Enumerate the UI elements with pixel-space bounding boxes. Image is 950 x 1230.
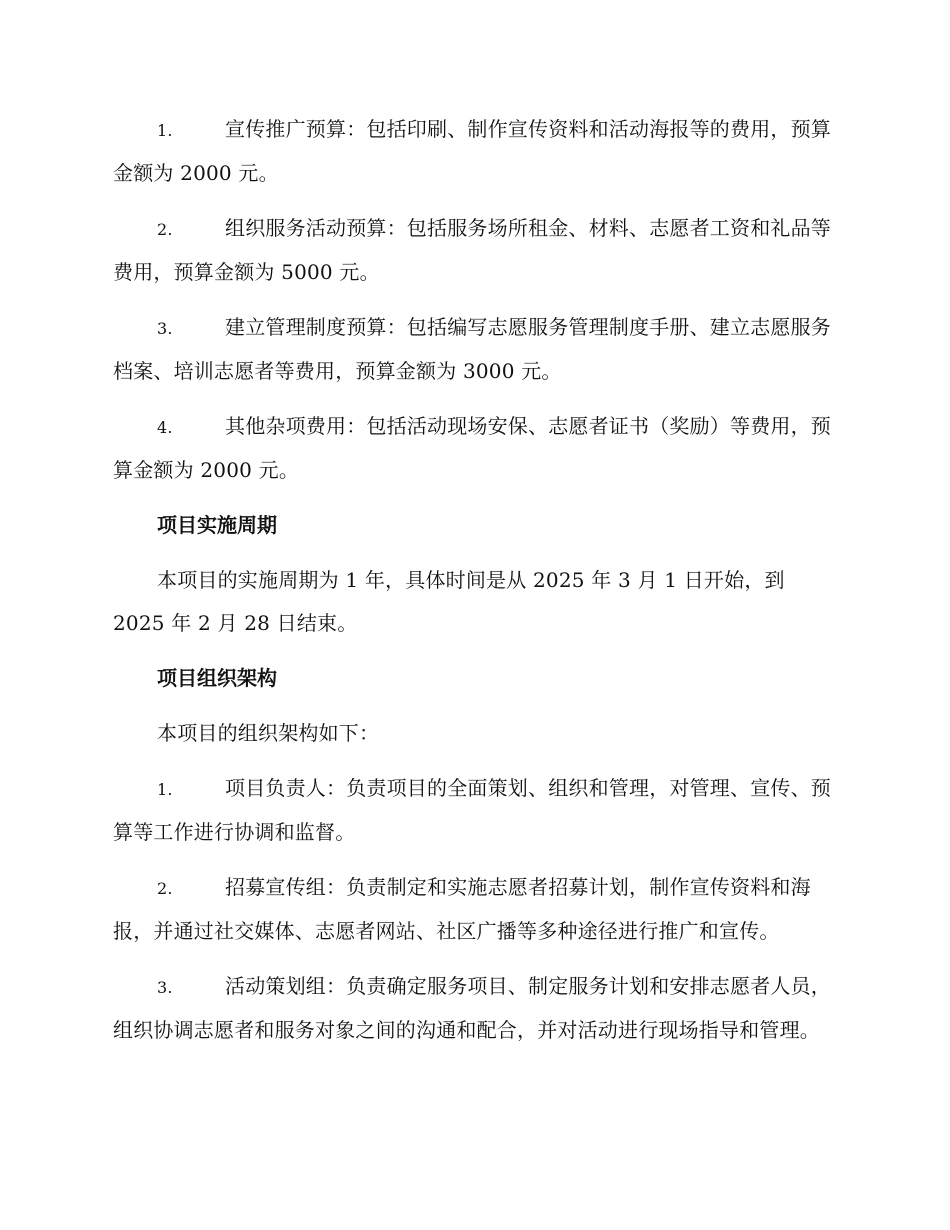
budget-item-4 (113, 405, 838, 492)
list-number: 2. (157, 220, 173, 239)
budget-item-1 (113, 108, 838, 195)
list-text: 宣传推广预算：包括印刷、制作宣传资料和活动海报等的费用，预算金额为 2000 元。 (113, 117, 831, 185)
period-text: 本项目的实施周期为 1 年，具体时间是从 2025 年 3 月 1 日开始，到 2025 年 2 月 28 日结束。 (113, 568, 785, 635)
period-heading: 项目实施周期 (157, 513, 277, 537)
list-text: 活动策划组：负责确定服务项目、制定服务计划和安排志愿者人员，组织协调志愿者和服务对象之间的沟通和配合，并对活动进行现场指导和管理。 (113, 974, 831, 1042)
organization-heading: 项目组织架构 (157, 666, 277, 690)
list-number: 1. (157, 121, 173, 140)
list-text: 建立管理制度预算：包括编写志愿服务管理制度手册、建立志愿服务档案、培训志愿者等费用，预算金额为 3000 元。 (113, 315, 831, 383)
list-text: 招募宣传组：负责制定和实施志愿者招募计划，制作宣传资料和海报，并通过社交媒体、志愿者网站、社区广播等多种途径进行推广和宣传。 (113, 875, 811, 943)
list-number: 4. (157, 418, 173, 437)
list-number: 3. (157, 978, 173, 997)
list-text: 项目负责人：负责项目的全面策划、组织和管理，对管理、宣传、预算等工作进行协调和监督。 (113, 776, 831, 844)
budget-item-3 (113, 306, 838, 393)
organization-intro: 本项目的组织架构如下： (157, 721, 380, 745)
org-item-2 (113, 866, 838, 953)
list-text: 其他杂项费用：包括活动现场安保、志愿者证书（奖励）等费用，预算金额为 2000 元。 (113, 414, 831, 482)
org-item-1 (113, 767, 838, 854)
budget-item-2 (113, 207, 838, 294)
document-page (113, 108, 838, 1064)
org-item-3 (113, 965, 838, 1052)
list-number: 3. (157, 319, 173, 338)
list-number: 1. (157, 780, 173, 799)
list-number: 2. (157, 879, 173, 898)
list-text: 组织服务活动预算：包括服务场所租金、材料、志愿者工资和礼品等费用，预算金额为 5000 元。 (113, 216, 831, 284)
